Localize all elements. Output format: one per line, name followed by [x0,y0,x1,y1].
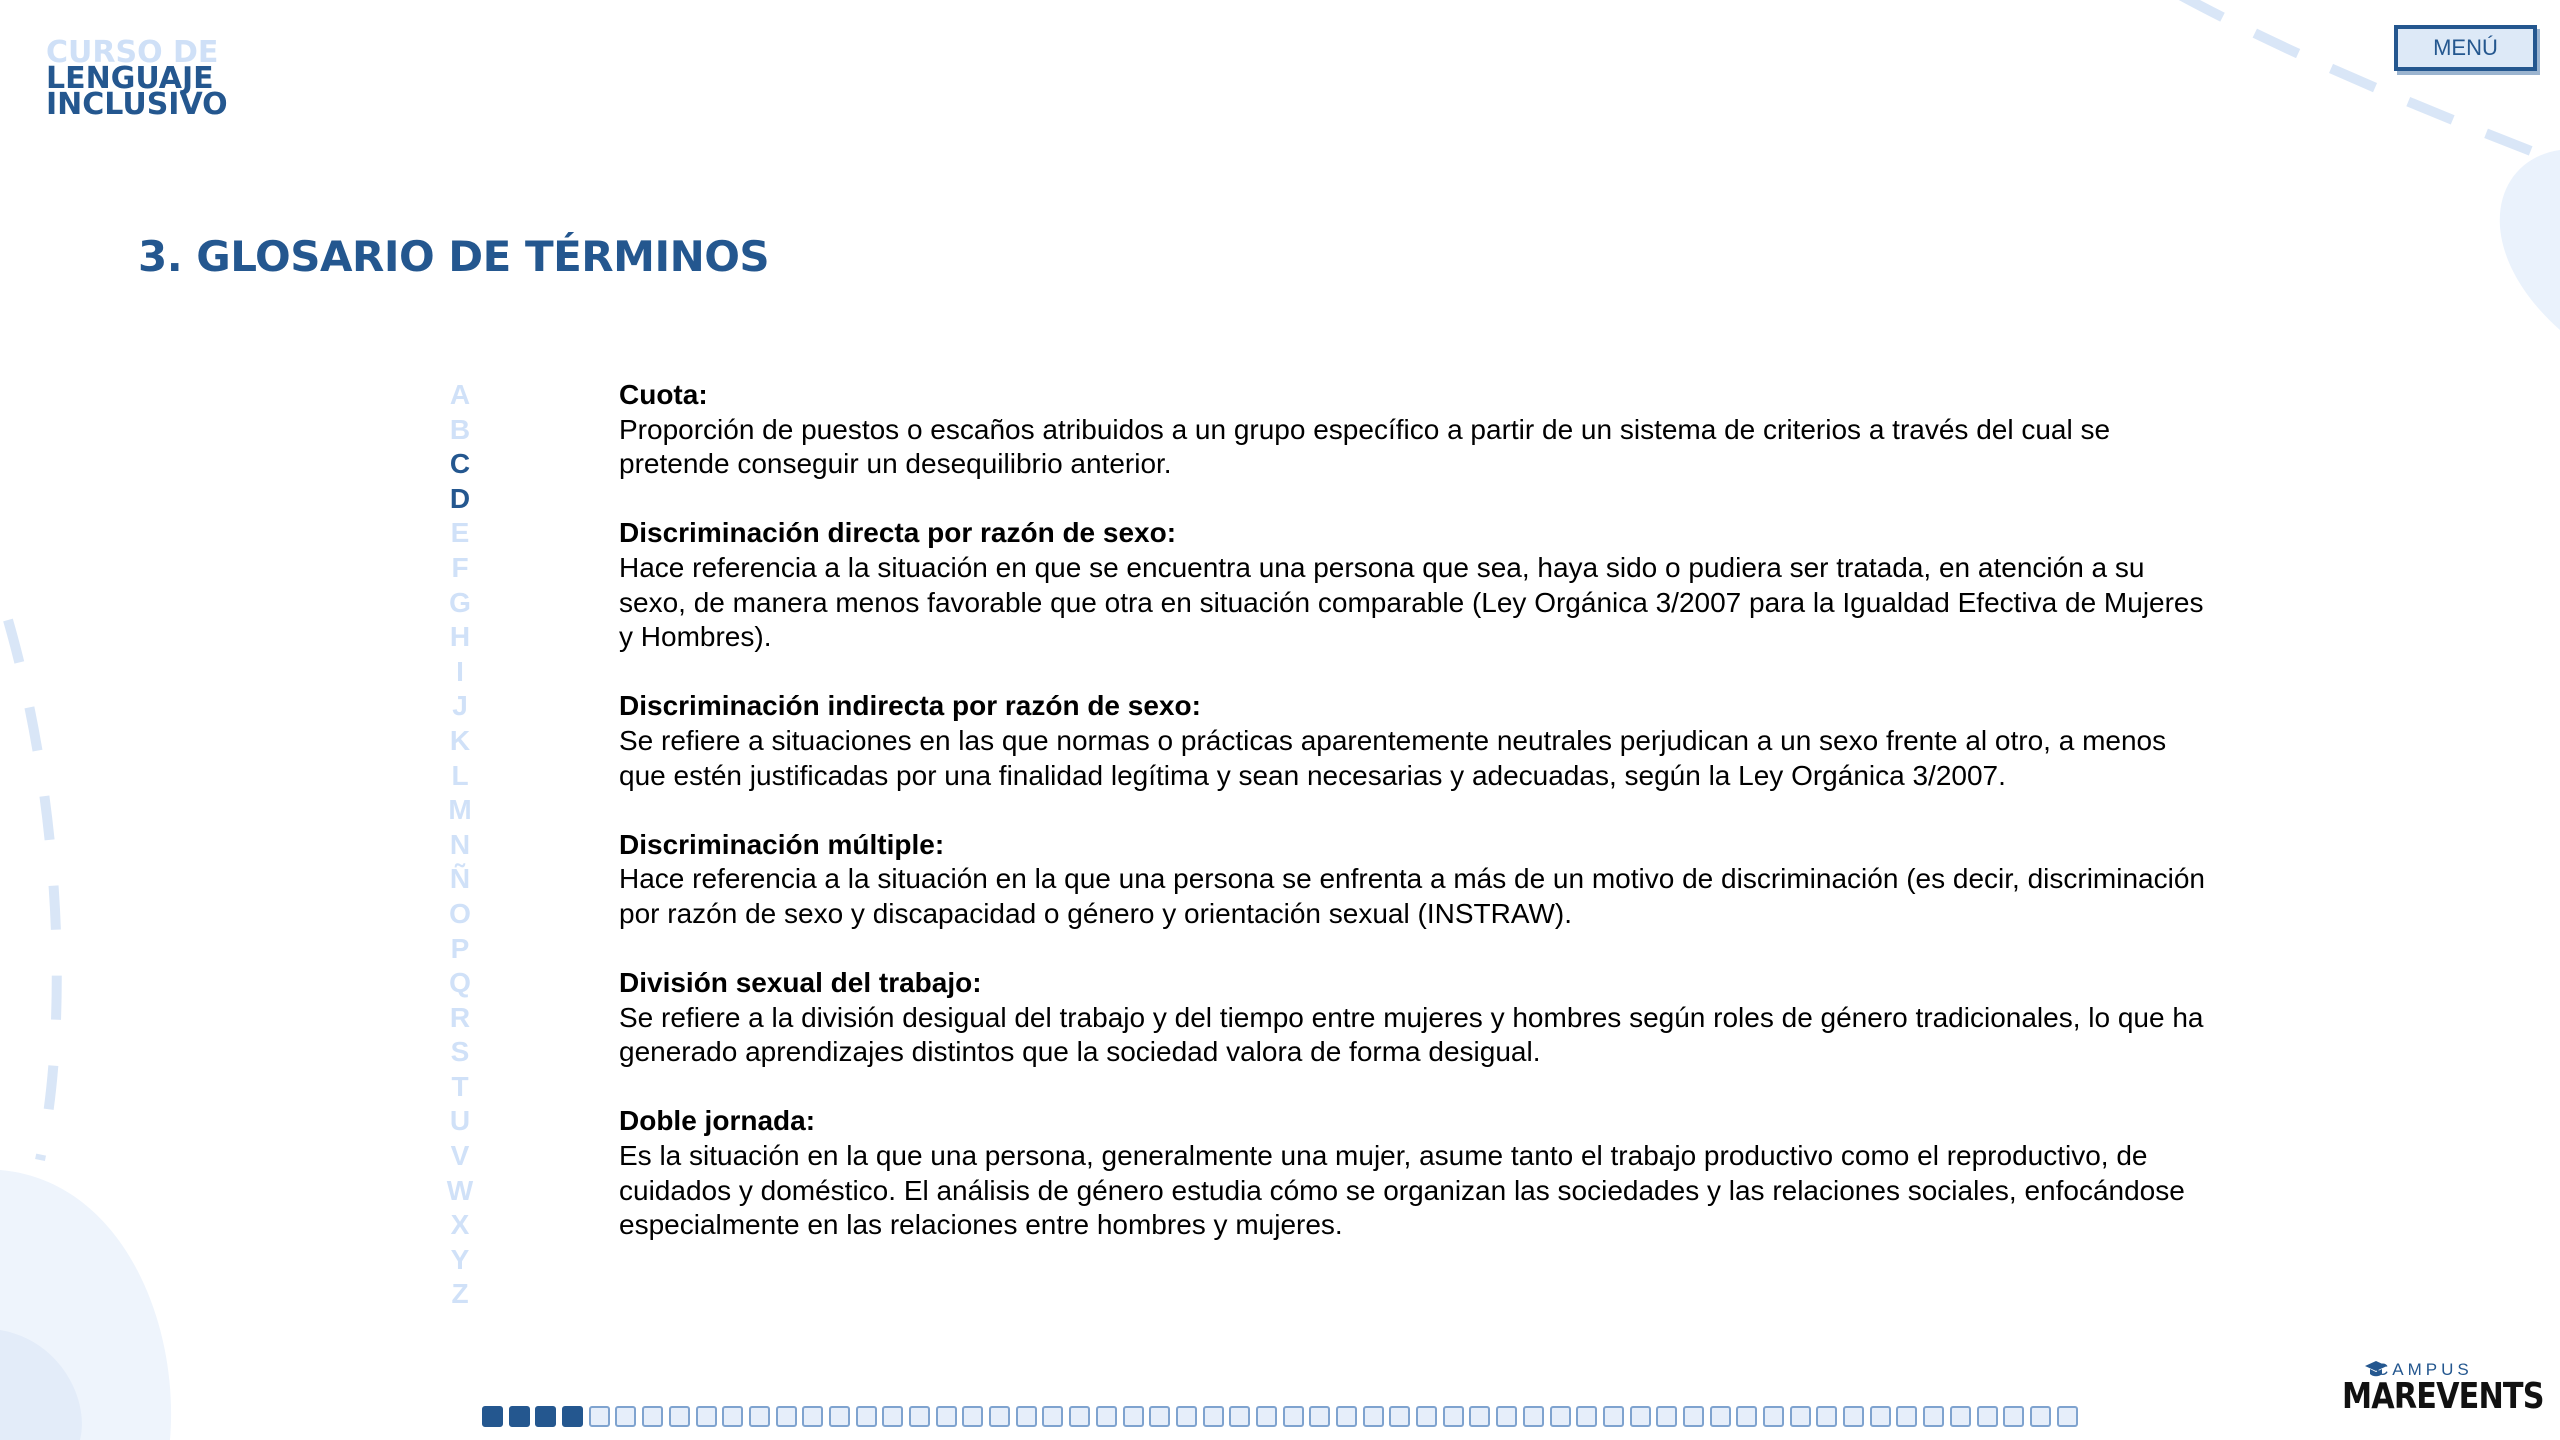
course-logo [46,35,228,122]
progress-page-16[interactable] [882,1406,903,1427]
progress-page-52[interactable] [1843,1406,1864,1427]
logo-campus-text: CAMPUS [2376,1360,2473,1379]
progress-page-21[interactable] [1016,1406,1037,1427]
glossary-entry [619,378,2219,482]
glossary-term: Discriminación directa por razón de sexo: [619,517,1177,549]
page-title: 3. GLOSARIO DE TÉRMINOS [138,232,770,281]
alphabet-letter-q[interactable]: Q [449,967,471,999]
progress-page-2[interactable] [509,1406,530,1427]
progress-page-51[interactable] [1816,1406,1837,1427]
progress-page-23[interactable] [1069,1406,1090,1427]
progress-page-32[interactable] [1309,1406,1330,1427]
progress-page-49[interactable] [1763,1406,1784,1427]
alphabet-letter-b[interactable]: B [449,413,471,445]
alphabet-letter-o[interactable]: O [449,897,471,929]
alphabet-letter-c[interactable]: C [449,448,471,480]
progress-page-19[interactable] [962,1406,983,1427]
logo-line-1: CURSO DE [46,35,219,70]
progress-page-50[interactable] [1790,1406,1811,1427]
alphabet-letter-s[interactable]: S [450,1036,470,1068]
progress-page-28[interactable] [1203,1406,1224,1427]
alphabet-letter-f[interactable]: F [451,551,469,583]
glossary-definition: Hace referencia a la situación en la que una persona se enfrenta a más de un motivo de discriminación (es decir, discriminación por razón de sexo y discapacidad o género y orientación sexual (INSTRAW). [619,863,2205,929]
alphabet-letter-a[interactable]: A [449,379,471,410]
alphabet-letter-n[interactable]: N [449,828,471,860]
campus-marevents-logo [2342,1358,2544,1418]
progress-page-29[interactable] [1229,1406,1250,1427]
alphabet-letter-m[interactable]: M [448,794,472,826]
progress-page-4[interactable] [562,1406,583,1427]
glossary-term: Doble jornada: [619,1105,816,1137]
menu-button[interactable]: MENÚ [2394,25,2537,71]
logo-line-2: LENGUAJE [46,61,214,96]
progress-page-41[interactable] [1550,1406,1571,1427]
glossary-entry [619,966,2219,1070]
progress-page-30[interactable] [1256,1406,1277,1427]
progress-page-17[interactable] [909,1406,930,1427]
background-decoration-left [0,600,200,1440]
progress-page-3[interactable] [535,1406,556,1427]
progress-page-42[interactable] [1576,1406,1597,1427]
progress-page-22[interactable] [1042,1406,1063,1427]
glossary-definition: Se refiere a situaciones en las que normas o prácticas aparentemente neutrales perjudican a un sexo frente al otro, a menos que estén justificadas por una finalidad legítima y sean necesarias y adecuadas, según la Ley Orgánica 3/2007. [619,724,2167,791]
progress-page-13[interactable] [802,1406,823,1427]
progress-page-43[interactable] [1603,1406,1624,1427]
progress-page-53[interactable] [1870,1406,1891,1427]
glossary-term: Cuota: [619,379,708,410]
glossary-entry [619,1104,2219,1242]
alphabet-letter-g[interactable]: G [449,586,471,618]
progress-page-1[interactable] [482,1406,503,1427]
progress-page-6[interactable] [615,1406,636,1427]
progress-page-7[interactable] [642,1406,663,1427]
progress-page-46[interactable] [1683,1406,1704,1427]
progress-page-47[interactable] [1710,1406,1731,1427]
alphabet-letter-i[interactable]: I [456,655,464,687]
progress-page-14[interactable] [829,1406,850,1427]
progress-page-15[interactable] [856,1406,877,1427]
alphabet-letter-y[interactable]: Y [450,1243,470,1275]
glossary-definition: Es la situación en la que una persona, generalmente una mujer, asume tanto el trabajo productivo como el reproductivo, de cuidados y doméstico. El análisis de género estudia cómo se organizan las sociedades y las relaciones sociales, enfocándose especialmente en las relaciones entre hombres y mujeres. [619,1140,2185,1241]
glossary-entry [619,828,2219,932]
alphabet-letter-w[interactable]: W [446,1174,474,1206]
alphabet-letter-h[interactable]: H [449,621,471,653]
alphabet-letter-e[interactable]: E [450,517,470,549]
alphabet-letter-j[interactable]: J [452,690,468,722]
alphabet-letter-k[interactable]: K [449,724,471,756]
progress-page-55[interactable] [1923,1406,1944,1427]
progress-page-24[interactable] [1096,1406,1117,1427]
progress-page-33[interactable] [1336,1406,1357,1427]
alphabet-letter-ñ[interactable]: Ñ [449,863,471,895]
progress-page-9[interactable] [696,1406,717,1427]
progress-page-18[interactable] [936,1406,957,1427]
progress-page-10[interactable] [722,1406,743,1427]
logo-line-3: INCLUSIVO [46,87,228,122]
glossary-content [619,378,2219,1277]
progress-page-27[interactable] [1176,1406,1197,1427]
progress-page-60[interactable] [2057,1406,2078,1427]
progress-page-44[interactable] [1630,1406,1651,1427]
glossary-term: División sexual del trabajo: [619,967,982,999]
alphabet-letter-d[interactable]: D [449,482,471,514]
logo-brand-text: MAREVENTS [2342,1376,2544,1417]
progress-page-37[interactable] [1443,1406,1464,1427]
progress-page-40[interactable] [1523,1406,1544,1427]
progress-indicator [482,1406,2078,1427]
alphabet-letter-x[interactable]: X [450,1209,470,1241]
progress-page-34[interactable] [1363,1406,1384,1427]
glossary-term: Discriminación múltiple: [619,828,945,860]
alphabet-letter-t[interactable]: T [451,1070,469,1102]
progress-page-58[interactable] [2003,1406,2024,1427]
progress-page-8[interactable] [669,1406,690,1427]
progress-page-38[interactable] [1469,1406,1490,1427]
progress-page-5[interactable] [589,1406,610,1427]
progress-page-11[interactable] [749,1406,770,1427]
alphabet-letter-z[interactable]: Z [451,1278,469,1310]
alphabet-index [440,378,480,1312]
alphabet-letter-l[interactable]: L [451,759,469,791]
alphabet-letter-p[interactable]: P [450,932,470,964]
alphabet-letter-v[interactable]: V [450,1140,470,1172]
progress-page-39[interactable] [1496,1406,1517,1427]
glossary-entry [619,689,2219,793]
progress-page-57[interactable] [1977,1406,1998,1427]
glossary-definition: Se refiere a la división desigual del trabajo y del tiempo entre mujeres y hombres según roles de género tradicionales, lo que ha generado aprendizajes distintos que la sociedad valora de forma desigual. [619,1001,2204,1068]
progress-page-31[interactable] [1283,1406,1304,1427]
progress-page-36[interactable] [1416,1406,1437,1427]
progress-page-20[interactable] [989,1406,1010,1427]
progress-page-45[interactable] [1656,1406,1677,1427]
glossary-definition: Hace referencia a la situación en que se encuentra una persona que sea, haya sido o pudiera ser tratada, en atención a su sexo, de manera menos favorable que otra en situación comparable (Ley Orgánica 3/2007 para la Igualdad Efectiva de Mujeres y Hombres). [619,551,2204,653]
alphabet-letter-r[interactable]: R [449,1001,471,1033]
progress-page-56[interactable] [1950,1406,1971,1427]
progress-page-26[interactable] [1149,1406,1170,1427]
progress-page-54[interactable] [1896,1406,1917,1427]
progress-page-25[interactable] [1123,1406,1144,1427]
alphabet-letter-u[interactable]: U [449,1105,471,1137]
glossary-definition: Proporción de puestos o escaños atribuidos a un grupo específico a partir de un sistema de criterios a través del cual se pretende conseguir un desequilibrio anterior. [619,413,2111,480]
progress-page-12[interactable] [776,1406,797,1427]
progress-page-48[interactable] [1736,1406,1757,1427]
progress-page-59[interactable] [2030,1406,2051,1427]
glossary-term: Discriminación indirecta por razón de sexo: [619,690,1201,722]
progress-page-35[interactable] [1389,1406,1410,1427]
glossary-entry [619,516,2219,654]
